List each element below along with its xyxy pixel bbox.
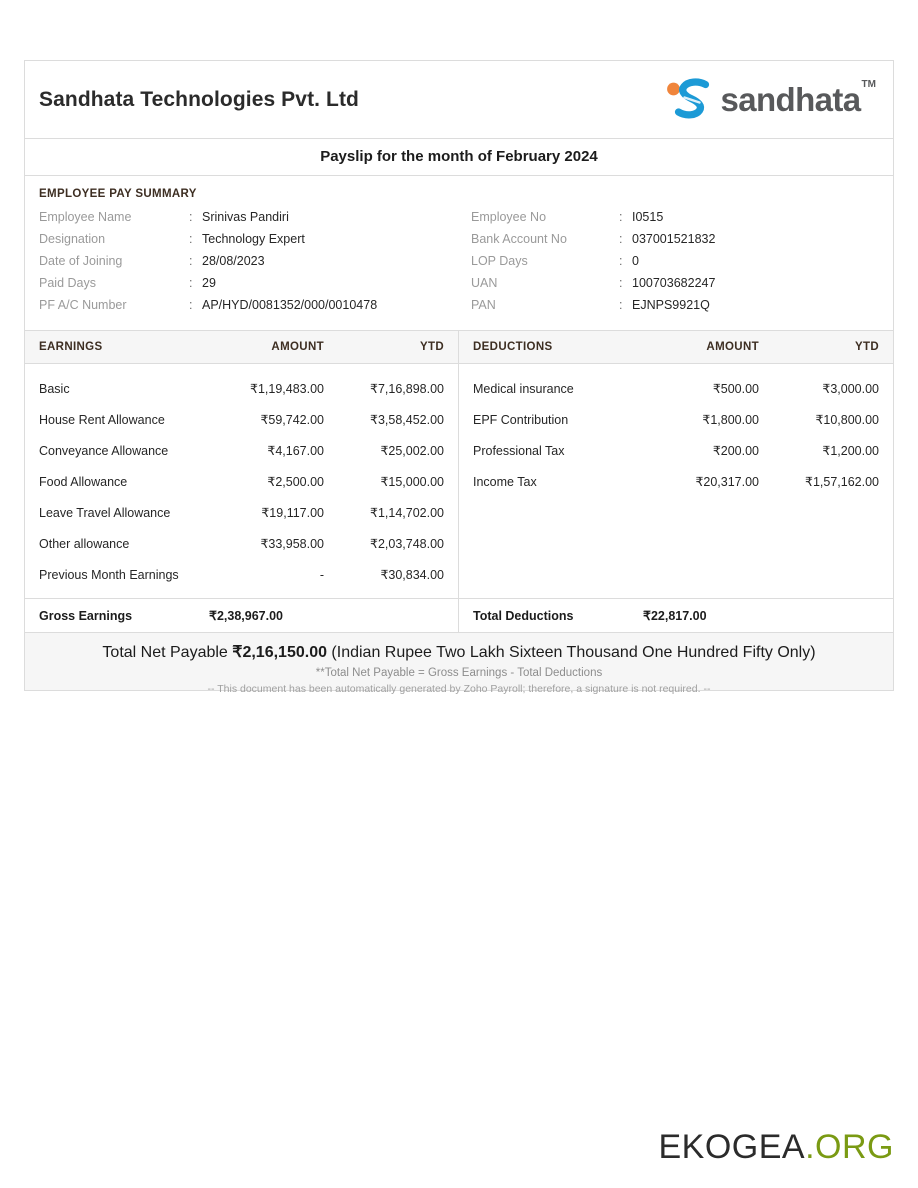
table-row [25,559,458,590]
gross-earnings-total [25,599,459,632]
field-separator: : [189,232,193,246]
field-label: Employee Name [39,210,132,224]
field-label: Employee No [471,210,547,224]
summary-field-bank-account-no [471,232,879,254]
row-ytd: ₹10,800.00 [815,413,879,427]
row-label: Previous Month Earnings [39,567,179,582]
deductions-header-cell [459,331,893,363]
row-label: Other allowance [39,536,130,551]
document-header [25,61,893,139]
summary-column-left [39,210,459,320]
row-label: Medical insurance [473,381,574,396]
field-separator: : [189,276,193,290]
row-amount: ₹20,317.00 [695,475,759,489]
row-amount: ₹59,742.00 [260,413,324,427]
table-row [25,435,458,466]
row-ytd: ₹3,000.00 [822,382,879,396]
summary-heading: EMPLOYEE PAY SUMMARY [39,188,197,200]
field-separator: : [189,254,193,268]
row-ytd: ₹1,200.00 [822,444,879,458]
field-label: UAN [471,276,498,290]
summary-column-right [459,210,879,320]
row-label: Income Tax [473,474,537,489]
summary-field-employee-no [471,210,879,232]
pay-table-totals [25,598,893,633]
payslip-card [24,60,894,691]
summary-field-paid-days [39,276,459,298]
earnings-amount-column-title: AMOUNT [271,341,324,353]
company-name: Sandhata Technologies Pvt. Ltd [39,87,359,111]
row-amount: ₹33,958.00 [260,537,324,551]
auto-generated-note: -- This document has been automatically generated by Zoho Payroll; therefore, a signature is not required. -- [207,683,711,695]
row-amount: ₹200.00 [712,444,759,458]
table-row [25,497,458,528]
row-ytd: ₹2,03,748.00 [370,537,444,551]
field-separator: : [189,210,193,224]
sandhata-logo-wordmark [720,79,876,118]
field-separator: : [619,254,623,268]
row-label: Conveyance Allowance [39,443,169,458]
row-label: Leave Travel Allowance [39,505,171,520]
row-amount: ₹1,19,483.00 [250,382,324,396]
summary-field-designation [39,232,459,254]
row-amount: ₹500.00 [712,382,759,396]
ekogea-watermark [658,1128,894,1167]
field-value: AP/HYD/0081352/000/0010478 [202,298,378,312]
row-label: EPF Contribution [473,412,569,427]
table-row [459,466,893,497]
trademark-mark: TM [861,79,876,90]
table-row [25,466,458,497]
field-value: 100703682247 [632,276,716,290]
summary-field-date-of-joining [39,254,459,276]
table-row [25,528,458,559]
field-value: Technology Expert [202,232,305,246]
net-payable-line [35,642,883,664]
field-value: 037001521832 [632,232,716,246]
row-ytd: ₹1,57,162.00 [805,475,879,489]
pay-table-body [25,364,893,598]
net-payable-prefix: Total Net Payable [102,644,233,661]
deductions-list [459,364,893,598]
pay-table-header [25,331,893,364]
summary-field-pan [471,298,879,320]
field-value: Srinivas Pandiri [202,210,289,224]
row-amount: - [319,567,324,582]
row-amount: ₹1,800.00 [702,413,759,427]
summary-field-uan [471,276,879,298]
field-separator: : [619,298,623,312]
field-separator: : [619,276,623,290]
row-ytd: ₹1,14,702.00 [370,506,444,520]
total-deductions-label: Total Deductions [473,608,574,623]
summary-field-employee-name [39,210,459,232]
gross-earnings-value: ₹2,38,967.00 [209,609,283,623]
earnings-header-cell [25,331,459,363]
table-row [25,373,458,404]
field-separator: : [189,298,193,312]
earnings-list [25,364,459,598]
row-amount: ₹19,117.00 [261,506,324,520]
field-value: 29 [202,276,216,290]
field-label: Designation [39,232,106,246]
net-payable-formula-note: **Total Net Payable = Gross Earnings - Total Deductions [315,666,603,679]
field-label: Bank Account No [471,232,567,246]
row-ytd: ₹7,16,898.00 [370,382,444,396]
field-separator: : [619,210,623,224]
net-payable-words: (Indian Rupee Two Lakh Sixteen Thousand One Hundred Fifty Only) [326,644,816,661]
table-row [459,373,893,404]
field-label: PF A/C Number [39,298,127,312]
watermark-primary: EKOGEA [658,1128,806,1166]
row-amount: ₹4,167.00 [267,444,324,458]
table-row [459,435,893,466]
field-label: PAN [471,298,496,312]
total-deductions-value: ₹22,817.00 [643,609,707,623]
sandhata-logo-mark-icon [660,76,718,124]
earnings-ytd-column-title: YTD [419,341,444,353]
table-row [459,404,893,435]
field-value: I0515 [632,210,664,224]
logo-word-text: sandhata [720,81,861,118]
field-label: Date of Joining [39,254,123,268]
row-ytd: ₹30,834.00 [380,568,444,582]
row-label: Basic [39,381,70,396]
total-deductions-total [459,599,893,632]
deductions-ytd-column-title: YTD [854,341,879,353]
deductions-amount-column-title: AMOUNT [706,341,759,353]
field-label: LOP Days [471,254,528,268]
row-label: Food Allowance [39,474,128,489]
sandhata-logo [660,76,879,124]
row-amount: ₹2,500.00 [267,475,324,489]
field-label: Paid Days [39,276,96,290]
field-value: 0 [632,254,639,268]
row-ytd: ₹15,000.00 [380,475,444,489]
field-value: 28/08/2023 [202,254,265,268]
gross-earnings-label: Gross Earnings [39,608,133,623]
summary-field-pf-ac-number [39,298,459,320]
row-ytd: ₹3,58,452.00 [370,413,444,427]
watermark-suffix: .ORG [805,1128,894,1166]
net-payable-band [25,633,893,690]
deductions-column-title: DEDUCTIONS [473,341,553,353]
row-label: Professional Tax [473,443,565,458]
net-payable-amount: ₹2,16,150.00 [232,644,327,661]
row-label: House Rent Allowance [39,412,165,427]
employee-pay-summary [25,176,893,331]
summary-field-lop-days [471,254,879,276]
field-separator: : [619,232,623,246]
earnings-column-title: EARNINGS [39,341,103,353]
table-row [25,404,458,435]
field-value: EJNPS9921Q [632,298,710,312]
row-ytd: ₹25,002.00 [380,444,444,458]
payslip-title: Payslip for the month of February 2024 [25,139,893,176]
